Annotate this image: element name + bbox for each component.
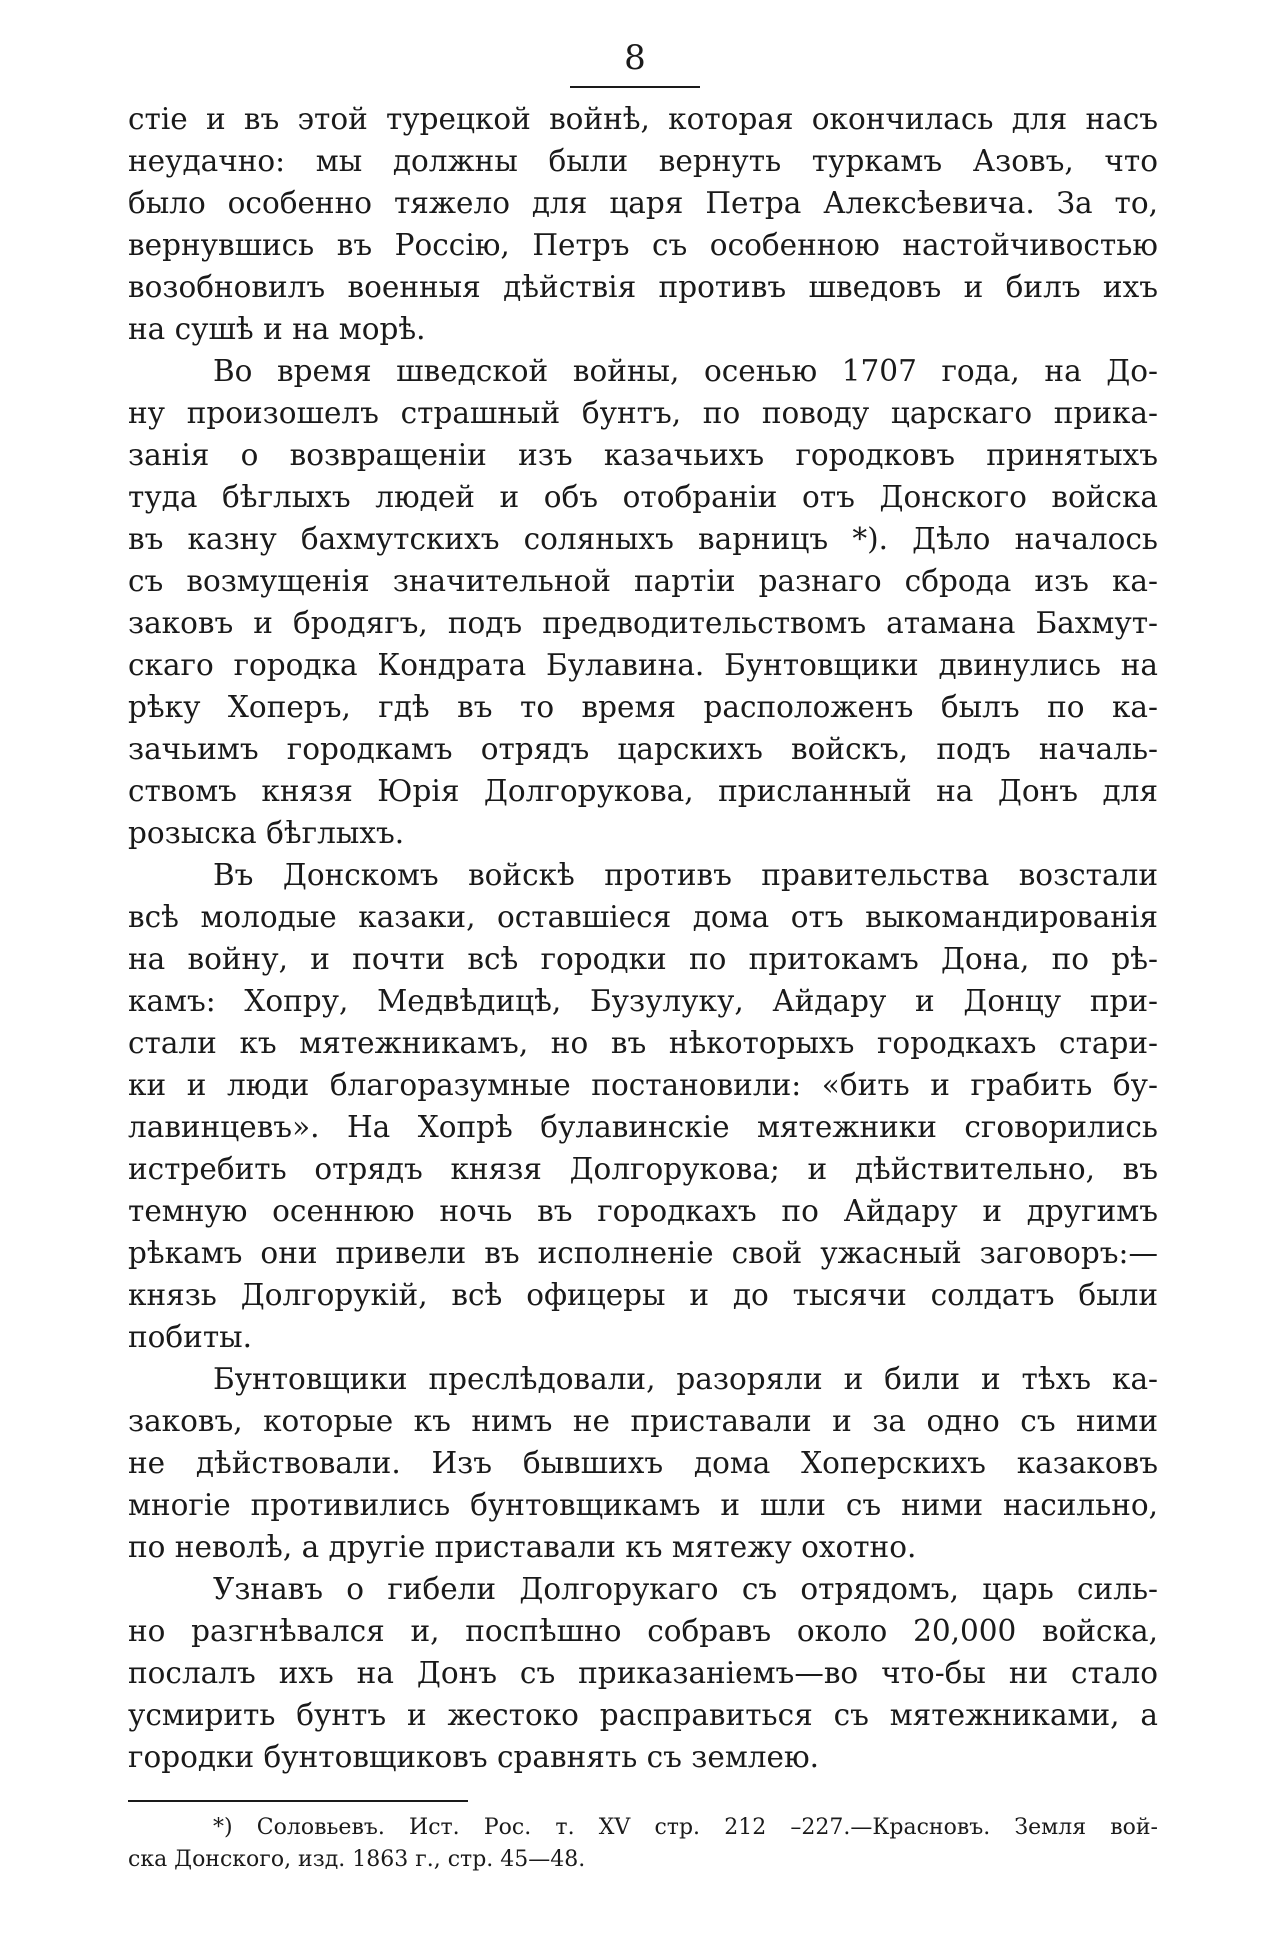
footnote-rule (128, 1800, 468, 1802)
paragraph (128, 98, 1158, 350)
text-line: побиты. (128, 1320, 253, 1354)
text-line: князь Долгорукій, всѣ офицеры и до тысячи солдатъ были (128, 1278, 1158, 1312)
text-line: городки бунтовщиковъ сравнять съ землею. (128, 1740, 820, 1774)
text-line: не дѣйствовали. Изъ бывшихъ дома Хоперскихъ казаковъ (128, 1446, 1158, 1480)
text-line: неудачно: мы должны были вернуть туркамъ Азовъ, что (128, 144, 1158, 178)
text-line: зачьимъ городкамъ отрядъ царскихъ войскъ, подъ началь- (128, 732, 1158, 766)
text-line: ствомъ князя Юрія Долгорукова, присланный на Донъ для (128, 774, 1158, 808)
text-line: но разгнѣвался и, поспѣшно собравъ около 20,000 войска, (128, 1614, 1158, 1648)
text-line: рѣкамъ они привели въ исполненіе свой ужасный заговоръ:— (128, 1236, 1158, 1270)
text-line: истребить отрядъ князя Долгорукова; и дѣйствительно, въ (128, 1152, 1158, 1186)
paragraph (128, 1358, 1158, 1568)
page-number: 8 (624, 38, 646, 78)
text-line: занія о возвращеніи изъ казачьихъ городковъ принятыхъ (128, 438, 1158, 472)
footnote (128, 1812, 1158, 1876)
text-line: розыска бѣглыхъ. (128, 816, 405, 850)
text-line: стіе и въ этой турецкой войнѣ, которая окончилась для насъ (128, 102, 1158, 136)
text-line: усмирить бунтъ и жестоко расправиться съ мятежниками, а (128, 1698, 1158, 1732)
text-line: вернувшись въ Россію, Петръ съ особенною настойчивостью (128, 228, 1158, 262)
text-line: Въ Донскомъ войскѣ противъ правительства возстали (213, 858, 1158, 892)
text-line: Бунтовщики преслѣдовали, разоряли и били и тѣхъ ка- (213, 1362, 1158, 1396)
text-line: ну произошелъ страшный бунтъ, по поводу царскаго прика- (128, 396, 1158, 430)
text-line: рѣку Хоперъ, гдѣ въ то время расположенъ былъ по ка- (128, 690, 1158, 724)
text-line: заковъ и бродягъ, подъ предводительствомъ атамана Бахмут- (128, 606, 1158, 640)
text-line: Узнавъ о гибели Долгорукаго съ отрядомъ, царь силь- (213, 1572, 1158, 1606)
text-line: возобновилъ военныя дѣйствія противъ шведовъ и билъ ихъ (128, 270, 1158, 304)
text-line: всѣ молодые казаки, оставшіеся дома отъ выкомандированія (128, 900, 1158, 934)
text-line: заковъ, которые къ нимъ не приставали и за одно съ ними (128, 1404, 1158, 1438)
text-line: на войну, и почти всѣ городки по притокамъ Дона, по рѣ- (128, 942, 1158, 976)
text-line: стали къ мятежникамъ, но въ нѣкоторыхъ городкахъ стари- (128, 1026, 1158, 1060)
text-line: лавинцевъ». На Хопрѣ булавинскіе мятежники сговорились (128, 1110, 1158, 1144)
paragraph (128, 350, 1158, 854)
header-rule (570, 86, 700, 88)
text-line: Во время шведской войны, осенью 1707 года, на До- (213, 354, 1158, 388)
text-line: на сушѣ и на морѣ. (128, 312, 426, 346)
text-line: ки и люди благоразумные постановили: «бить и грабить бу- (128, 1068, 1158, 1102)
text-line: камъ: Хопру, Медвѣдицѣ, Бузулуку, Айдару и Донцу при- (128, 984, 1158, 1018)
text-line: скаго городка Кондрата Булавина. Бунтовщики двинулись на (128, 648, 1158, 682)
text-line: съ возмущенія значительной партіи разнаго сброда изъ ка- (128, 564, 1158, 598)
text-line: было особенно тяжело для царя Петра Алексѣевича. За то, (128, 186, 1158, 220)
text-line: въ казну бахмутскихъ соляныхъ варницъ *). Дѣло началось (128, 522, 1158, 556)
text-line: многіе противились бунтовщикамъ и шли съ ними насильно, (128, 1488, 1158, 1522)
paragraph (128, 1568, 1158, 1778)
paragraph (128, 854, 1158, 1358)
text-line: темную осеннюю ночь въ городкахъ по Айдару и другимъ (128, 1194, 1158, 1228)
text-line: по неволѣ, а другіе приставали къ мятежу охотно. (128, 1530, 917, 1564)
body-text (128, 98, 1158, 1778)
footnote-line: *) Соловьевъ. Ист. Рос. т. XV стр. 212 –227.—Красновъ. Земля вой- (213, 1815, 1158, 1840)
footnote-line: ска Донского, изд. 1863 г., стр. 45—48. (128, 1847, 586, 1872)
text-line: послалъ ихъ на Донъ съ приказаніемъ—во что-бы ни стало (128, 1656, 1158, 1690)
text-line: туда бѣглыхъ людей и объ отобраніи отъ Донского войска (128, 480, 1158, 514)
